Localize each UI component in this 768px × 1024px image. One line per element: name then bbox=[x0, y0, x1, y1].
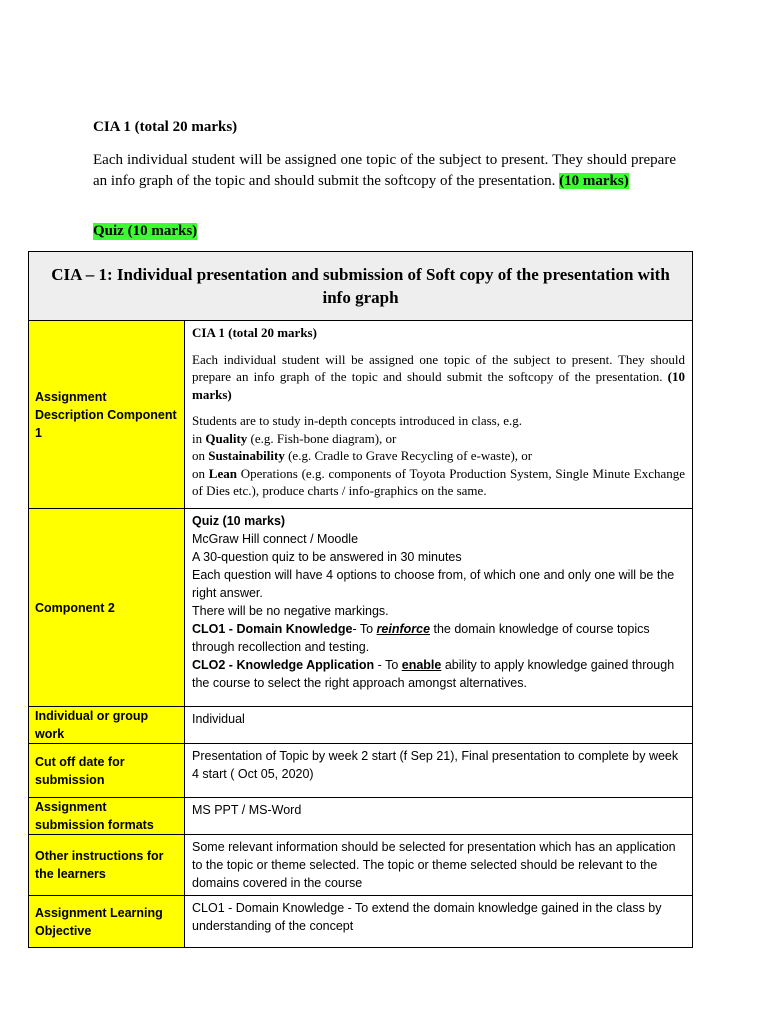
intro-heading: CIA 1 (total 20 marks) bbox=[93, 119, 238, 135]
table-row bbox=[29, 835, 693, 896]
table-title: CIA – 1: Individual presentation and submission of Soft copy of the presentation with info graph bbox=[29, 252, 693, 321]
clo-rest: the domain knowledge of course topics through recollection and testing. bbox=[192, 622, 650, 654]
row-heading: CIA 1 (total 20 marks) bbox=[192, 325, 317, 340]
clo-label: CLO2 - Knowledge Application bbox=[192, 658, 375, 672]
row-label: Assignment submission formats bbox=[29, 798, 185, 835]
quiz-line: Each question will have 4 options to choose from, of which one and only one will be the right answer. bbox=[192, 568, 675, 600]
row-label: Component 2 bbox=[29, 509, 185, 707]
clo-mid: - To bbox=[374, 658, 402, 672]
cia-table bbox=[28, 251, 693, 948]
concept-prefix: on bbox=[192, 448, 209, 463]
clo2-line bbox=[192, 656, 685, 692]
row-label: Assignment Description Component 1 bbox=[29, 321, 185, 509]
intro-paragraph-text: Each individual student will be assigned one topic of the subject to present. They should prepare an info graph of the topic and should submit the softcopy of the presentation. bbox=[93, 152, 676, 189]
row-value: Individual bbox=[185, 707, 693, 744]
concept-sustainability bbox=[192, 447, 685, 465]
table-row bbox=[29, 321, 693, 509]
row-content bbox=[185, 509, 693, 707]
table-title-row bbox=[29, 252, 693, 321]
quiz-heading: Quiz (10 marks) bbox=[93, 223, 198, 239]
concept-detail: (e.g. Cradle to Grave Recycling of e-waste), or bbox=[284, 448, 533, 463]
concept-detail: Operations (e.g. components of Toyota Production System, Single Minute Exchange of Dies etc.), produce charts / info-graphics on the same. bbox=[192, 465, 686, 498]
concept-prefix: in bbox=[192, 430, 206, 446]
clo-emphasis: enable bbox=[401, 658, 442, 672]
concept-prefix: on bbox=[192, 465, 209, 481]
intro-paragraph bbox=[93, 150, 676, 192]
table-row bbox=[29, 509, 693, 707]
row-value: Some relevant information should be selected for presentation which has an application to the topic or theme selected. The topic or theme selected should be relevant to the domains covered in the course bbox=[185, 835, 693, 896]
concept-quality bbox=[192, 430, 685, 448]
concept-name: Lean bbox=[208, 465, 237, 481]
table-row bbox=[29, 707, 693, 744]
row-label: Individual or group work bbox=[29, 707, 185, 744]
quiz-title: Quiz (10 marks) bbox=[192, 514, 286, 528]
quiz-line: McGraw Hill connect / Moodle bbox=[192, 532, 359, 546]
clo-emphasis: reinforce bbox=[376, 622, 431, 636]
quiz-line: There will be no negative markings. bbox=[192, 604, 389, 618]
row-paragraph-text: Each individual student will be assigned one topic of the subject to present. They should prepare an info graph of the topic and should submit the softcopy of the presentation. bbox=[192, 351, 686, 384]
table-row bbox=[29, 744, 693, 798]
row-value: MS PPT / MS-Word bbox=[185, 798, 693, 835]
table-row bbox=[29, 798, 693, 835]
intro-marks-highlight: (10 marks) bbox=[559, 173, 629, 189]
row-paragraph bbox=[192, 351, 685, 404]
row-marks: (10 marks) bbox=[192, 369, 686, 402]
clo-rest: ability to apply knowledge gained through the course to select the right approach amongst alternatives. bbox=[192, 658, 675, 690]
clo-mid: - To bbox=[352, 622, 377, 636]
concept-lean bbox=[192, 465, 685, 500]
row-value: CLO1 - Domain Knowledge - To extend the domain knowledge gained in the class by understanding of the concept bbox=[185, 896, 693, 948]
clo1-line bbox=[192, 620, 685, 656]
row-label: Cut off date for submission bbox=[29, 744, 185, 798]
row-label: Other instructions for the learners bbox=[29, 835, 185, 896]
row-concepts-intro: Students are to study in-depth concepts introduced in class, e.g. bbox=[192, 413, 522, 428]
quiz-line: A 30-question quiz to be answered in 30 minutes bbox=[192, 550, 462, 564]
concept-detail: (e.g. Fish-bone diagram), or bbox=[247, 430, 397, 446]
clo-label: CLO1 - Domain Knowledge bbox=[192, 622, 353, 636]
concept-name: Quality bbox=[205, 430, 248, 446]
concept-name: Sustainability bbox=[208, 448, 285, 463]
row-value: Presentation of Topic by week 2 start (f Sep 21), Final presentation to complete by week 4 start ( Oct 05, 2020) bbox=[185, 744, 693, 798]
row-content bbox=[185, 321, 693, 509]
table-row bbox=[29, 896, 693, 948]
row-label: Assignment Learning Objective bbox=[29, 896, 185, 948]
